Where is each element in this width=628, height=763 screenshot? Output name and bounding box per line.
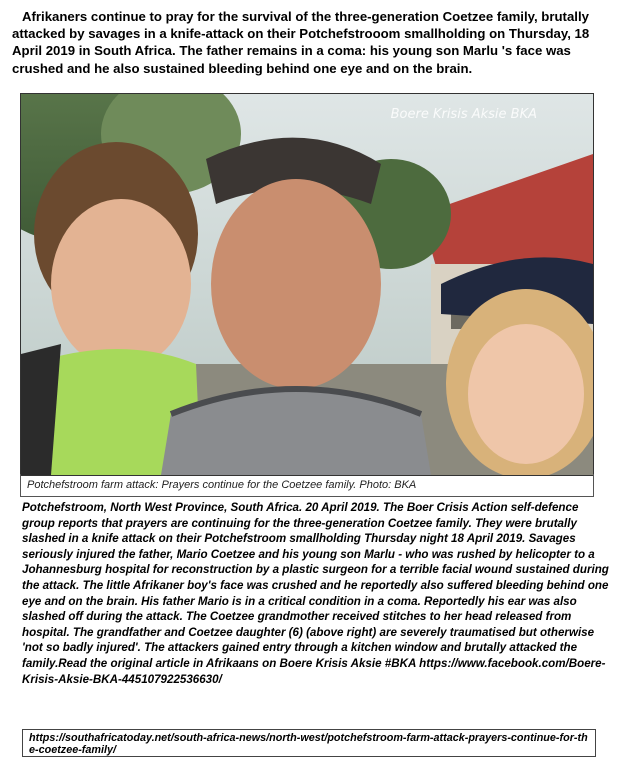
source-url-link[interactable]: https://southafricatoday.net/south-africa-news/north-west/potchefstroom-farm-attack-prayers-continue-for-the-coetzee-family/ (29, 732, 588, 756)
article-body (22, 500, 614, 687)
photo-caption: Potchefstroom farm attack: Prayers continue for the Coetzee family. Photo: BKA (20, 474, 594, 497)
source-url-box (22, 729, 596, 757)
bka-facebook-link[interactable]: https://www.facebook.com/Boere-Krisis-Aksie-BKA-445107922536630/ (22, 656, 606, 686)
headline: Afrikaners continue to pray for the survival of the three-generation Coetzee family, brutally attacked by savages in a knife-attack on their Potchefstrooom smallholding on Thursday, 18 April 2019 in South Africa. The father remains in a coma: his young son Marlu 's face was crushed and he also sustained bleeding behind one eye and on the brain. (12, 9, 590, 76)
family-photo-illustration (21, 94, 593, 475)
article-body-text: Potchefstroom, North West Province, South Africa. 20 April 2019. The Boer Crisis Action self-defence group reports that prayers are continuing for the three-generation Coetzee family. They were brutally slashed in a knife attack on their Potchefstroom smallholding Thursday night 18 April 2019. Savages seriously injured the father, Mario Coetzee and his young son Marlu - who was rushed by helicopter to a Johannesburg hospital for reconstruction by a plastic surgeon for a terrible facial wound sustained during the attack. The little Afrikaner boy's face was crushed and he reportedly also suffered bleeding behind one eye and on the brain. His father Mario is in a critical condition in a coma. Reportedly his ear was also slashed off during the attack. The Coetzee grandmother received stitches to her head released from hospital. The grandfather and Coetzee daughter (6) (above right) are severely traumatised but otherwise 'not so badly injured'. The attackers gained entry through a kitchen window and brutally attacked the family.Read the original article in Afrikaans on Boere Krisis Aksie #BKA (22, 501, 609, 670)
family-photo (20, 93, 594, 476)
photo-watermark: Boere Krisis Aksie BKA (390, 107, 537, 122)
